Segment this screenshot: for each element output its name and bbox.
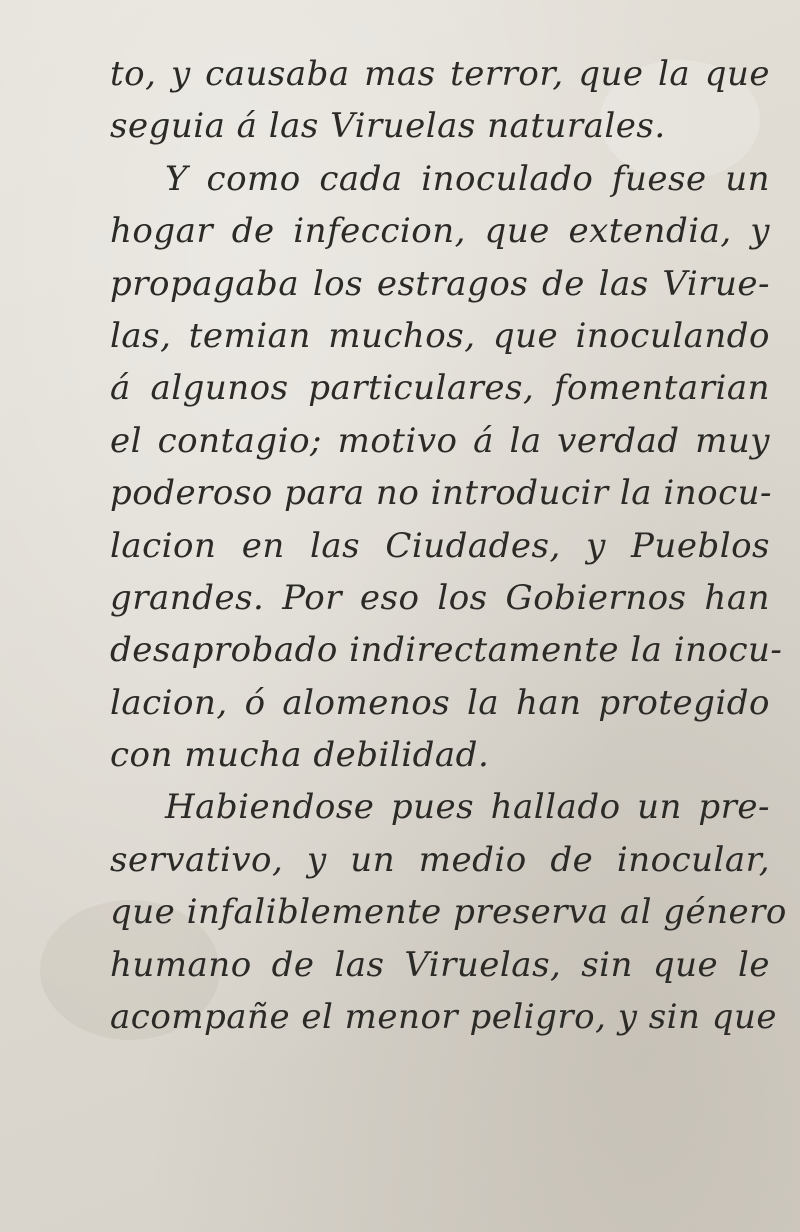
text-line-4: hogar de infeccion, que extendia, y <box>110 211 770 252</box>
text-line-13: lacion, ó alomenos la han protegido <box>110 682 770 723</box>
text-line-2: seguia á las Viruelas naturales. <box>110 106 666 147</box>
text-line-12: desaprobado indirectamente la inocu- <box>110 630 783 671</box>
text-line-8: el contagio; motivo á la verdad muy <box>110 420 770 461</box>
text-line-6: las, temian muchos, que inoculando <box>110 315 770 356</box>
text-line-3: Y como cada inoculado fuese un <box>165 158 770 199</box>
text-line-7: á algunos particulares, fomentarian <box>110 368 770 409</box>
text-block <box>110 48 787 1043</box>
text-line-14: con mucha debilidad. <box>110 735 490 776</box>
text-line-10: lacion en las Ciudades, y Pueblos <box>110 525 770 566</box>
text-line-9: poderoso para no introducir la inocu- <box>110 473 773 514</box>
text-line-19: acompañe el menor peligro, y sin que <box>110 997 778 1038</box>
text-line-15: Habiendose pues hallado un pre- <box>165 787 770 828</box>
text-line-1: to, y causaba mas terror, que la que <box>110 54 770 94</box>
text-line-11: grandes. Por eso los Gobiernos han <box>110 577 770 618</box>
text-line-18: humano de las Viruelas, sin que le <box>110 944 770 985</box>
text-line-17: que infaliblemente preserva al género <box>110 892 787 933</box>
text-line-16: servativo, y un medio de inocular, <box>110 839 770 880</box>
text-line-5: propagaba los estragos de las Virue- <box>110 263 770 304</box>
